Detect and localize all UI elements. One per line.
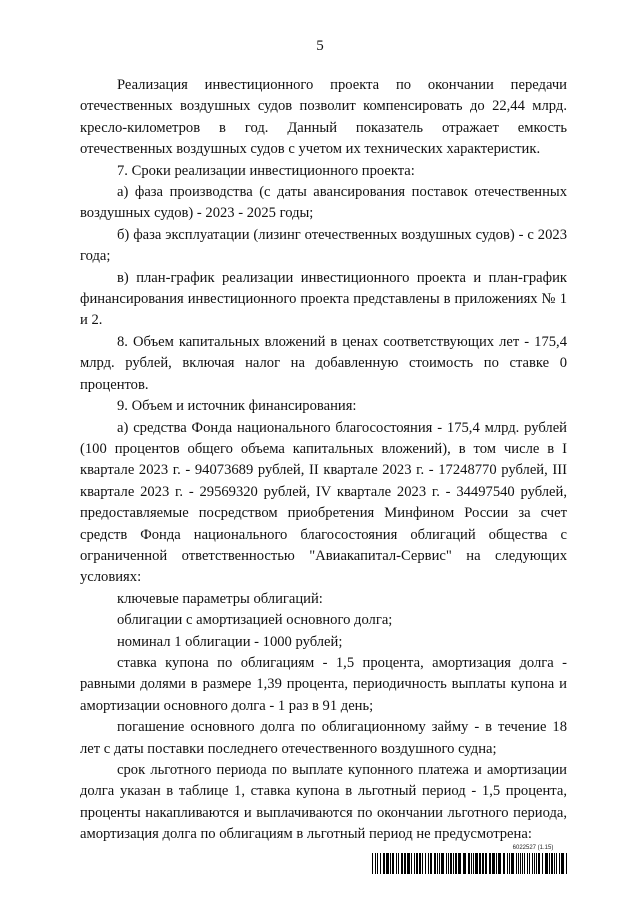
barcode-bar: [545, 853, 548, 874]
paragraph: срок льготного периода по выплате купонного платежа и амортизации долга указан в таблице 1, ставка купона в льготный период - 1,5 процента, проценты накапливаются и выплачиваются по окончании льготного периода, амортизация долга по облигациям в льготный период не предусмотрена:: [80, 762, 567, 843]
barcode-bar: [439, 853, 440, 874]
paragraph: 7. Сроки реализации инвестиционного проекта:: [117, 162, 415, 179]
barcode-bar: [416, 853, 418, 874]
barcode-bar: [511, 853, 514, 874]
barcode-bar: [422, 853, 423, 874]
barcode-bar: [458, 853, 461, 874]
barcode-bar: [375, 853, 376, 874]
barcode-bar: [377, 853, 378, 874]
barcode-bar: [401, 853, 403, 874]
barcode-bar: [468, 853, 470, 874]
barcode-bar: [396, 853, 397, 874]
barcode-bar: [448, 853, 449, 874]
barcode-bar: [437, 853, 438, 874]
paragraph: а) средства Фонда национального благосостояния - 175,4 млрд. рублей (100 процентов общего объема капитальных вложений), в том числе в I квартале 2023 г. - 94073689 рублей, II квартале 2023 г. - 17248770 рублей, III квартале 2023 г. - 29569320 рублей, IV квартале 2023 г. - 34497540 рублей, предоставляемые посредством приобретения Минфином России за счет средств Фонда национального благосостояния облигаций общества с ограниченной ответственностью "Авиакапитал-Сервис" на следующих условиях:: [80, 419, 567, 586]
barcode-bar: [475, 853, 478, 874]
barcode-bar: [453, 853, 454, 874]
barcode-bar: [492, 853, 495, 874]
barcode-bar: [524, 853, 525, 874]
barcode-bar: [561, 853, 564, 874]
page-number: 5: [316, 38, 324, 54]
barcode-bar: [520, 853, 521, 874]
barcode-bar: [482, 853, 484, 874]
barcode-bar: [471, 853, 472, 874]
barcode-bar: [392, 853, 394, 874]
paragraph: в) план-график реализации инвестиционного проекта и план-график финансирования инвестиционного проекта представлены в приложениях № 1 и 2.: [80, 269, 567, 329]
barcode-bar: [489, 853, 491, 874]
barcode-bar: [446, 853, 447, 874]
paragraph: 8. Объем капитальных вложений в ценах соответствующих лет - 175,4 млрд. рублей, включая налог на добавленную стоимость по ставке 0 процентов.: [80, 333, 567, 393]
barcode-bar: [473, 853, 474, 874]
barcode: [372, 853, 568, 874]
paragraph: ставка купона по облигациям - 1,5 процента, амортизация долга - равными долями в размере 1,39 процента, периодичность выплаты купона и амортизации основного долга - 1 раз в 91 день;: [80, 654, 567, 714]
barcode-bar: [390, 853, 391, 874]
paragraph: Реализация инвестиционного проекта по окончании передачи отечественных воздушных судов позволит компенсировать до 22,44 млрд. кресло-километров в год. Данный показатель отражает емкость отечественных воздушных судов с учетом их технических характеристик.: [80, 77, 567, 158]
paragraph: ключевые параметры облигаций:: [117, 590, 323, 607]
barcode-bar: [428, 853, 429, 874]
barcode-bar: [380, 853, 381, 874]
barcode-bar: [450, 853, 452, 874]
barcode-bar: [498, 853, 501, 874]
barcode-bar: [516, 853, 517, 874]
barcode-bar: [441, 853, 444, 874]
barcode-bar: [419, 853, 421, 874]
barcode-bar: [404, 853, 406, 874]
body-text: [80, 75, 567, 846]
barcode-bar: [554, 853, 555, 874]
barcode-bar: [383, 853, 385, 874]
footer-code: 6022527 (1.15): [512, 845, 554, 851]
barcode-bar: [398, 853, 399, 874]
barcode-bar: [551, 853, 553, 874]
barcode-bar: [566, 853, 567, 874]
barcode-bar: [532, 853, 533, 874]
paragraph: б) фаза эксплуатации (лизинг отечественных воздушных судов) - с 2023 года;: [80, 226, 567, 265]
barcode-bar: [434, 853, 436, 874]
barcode-bar: [559, 853, 560, 874]
barcode-bar: [425, 853, 426, 874]
paragraph: а) фаза производства (с даты авансирования поставок отечественных воздушных судов) - 2023 - 2025 годы;: [80, 184, 567, 222]
barcode-bar: [455, 853, 457, 874]
barcode-bar: [507, 853, 508, 874]
barcode-bar: [479, 853, 481, 874]
barcode-bar: [556, 853, 557, 874]
barcode-bar: [407, 853, 410, 874]
barcode-bar: [522, 853, 523, 874]
paragraph: облигации с амортизацией основного долга;: [117, 612, 393, 629]
barcode-bar: [386, 853, 389, 874]
barcode-bar: [411, 853, 412, 874]
barcode-bar: [529, 853, 530, 874]
barcode-bar: [496, 853, 497, 874]
barcode-bar: [518, 853, 519, 874]
barcode-bar: [538, 853, 540, 874]
barcode-bar: [485, 853, 487, 874]
barcode-bar: [527, 853, 528, 874]
barcode-bar: [430, 853, 432, 874]
barcode-bar: [534, 853, 535, 874]
barcode-bar: [503, 853, 505, 874]
barcode-bar: [549, 853, 550, 874]
paragraph: 9. Объем и источник финансирования:: [117, 398, 357, 415]
barcode-bar: [542, 853, 543, 874]
barcode-bar: [536, 853, 537, 874]
paragraph: номинал 1 облигации - 1000 рублей;: [117, 633, 343, 650]
barcode-bar: [414, 853, 415, 874]
barcode-bar: [372, 853, 373, 874]
barcode-bar: [509, 853, 510, 874]
barcode-bar: [463, 853, 466, 874]
paragraph: погашение основного долга по облигационному займу - в течение 18 лет с даты поставки последнего отечественного воздушного судна;: [80, 719, 567, 757]
